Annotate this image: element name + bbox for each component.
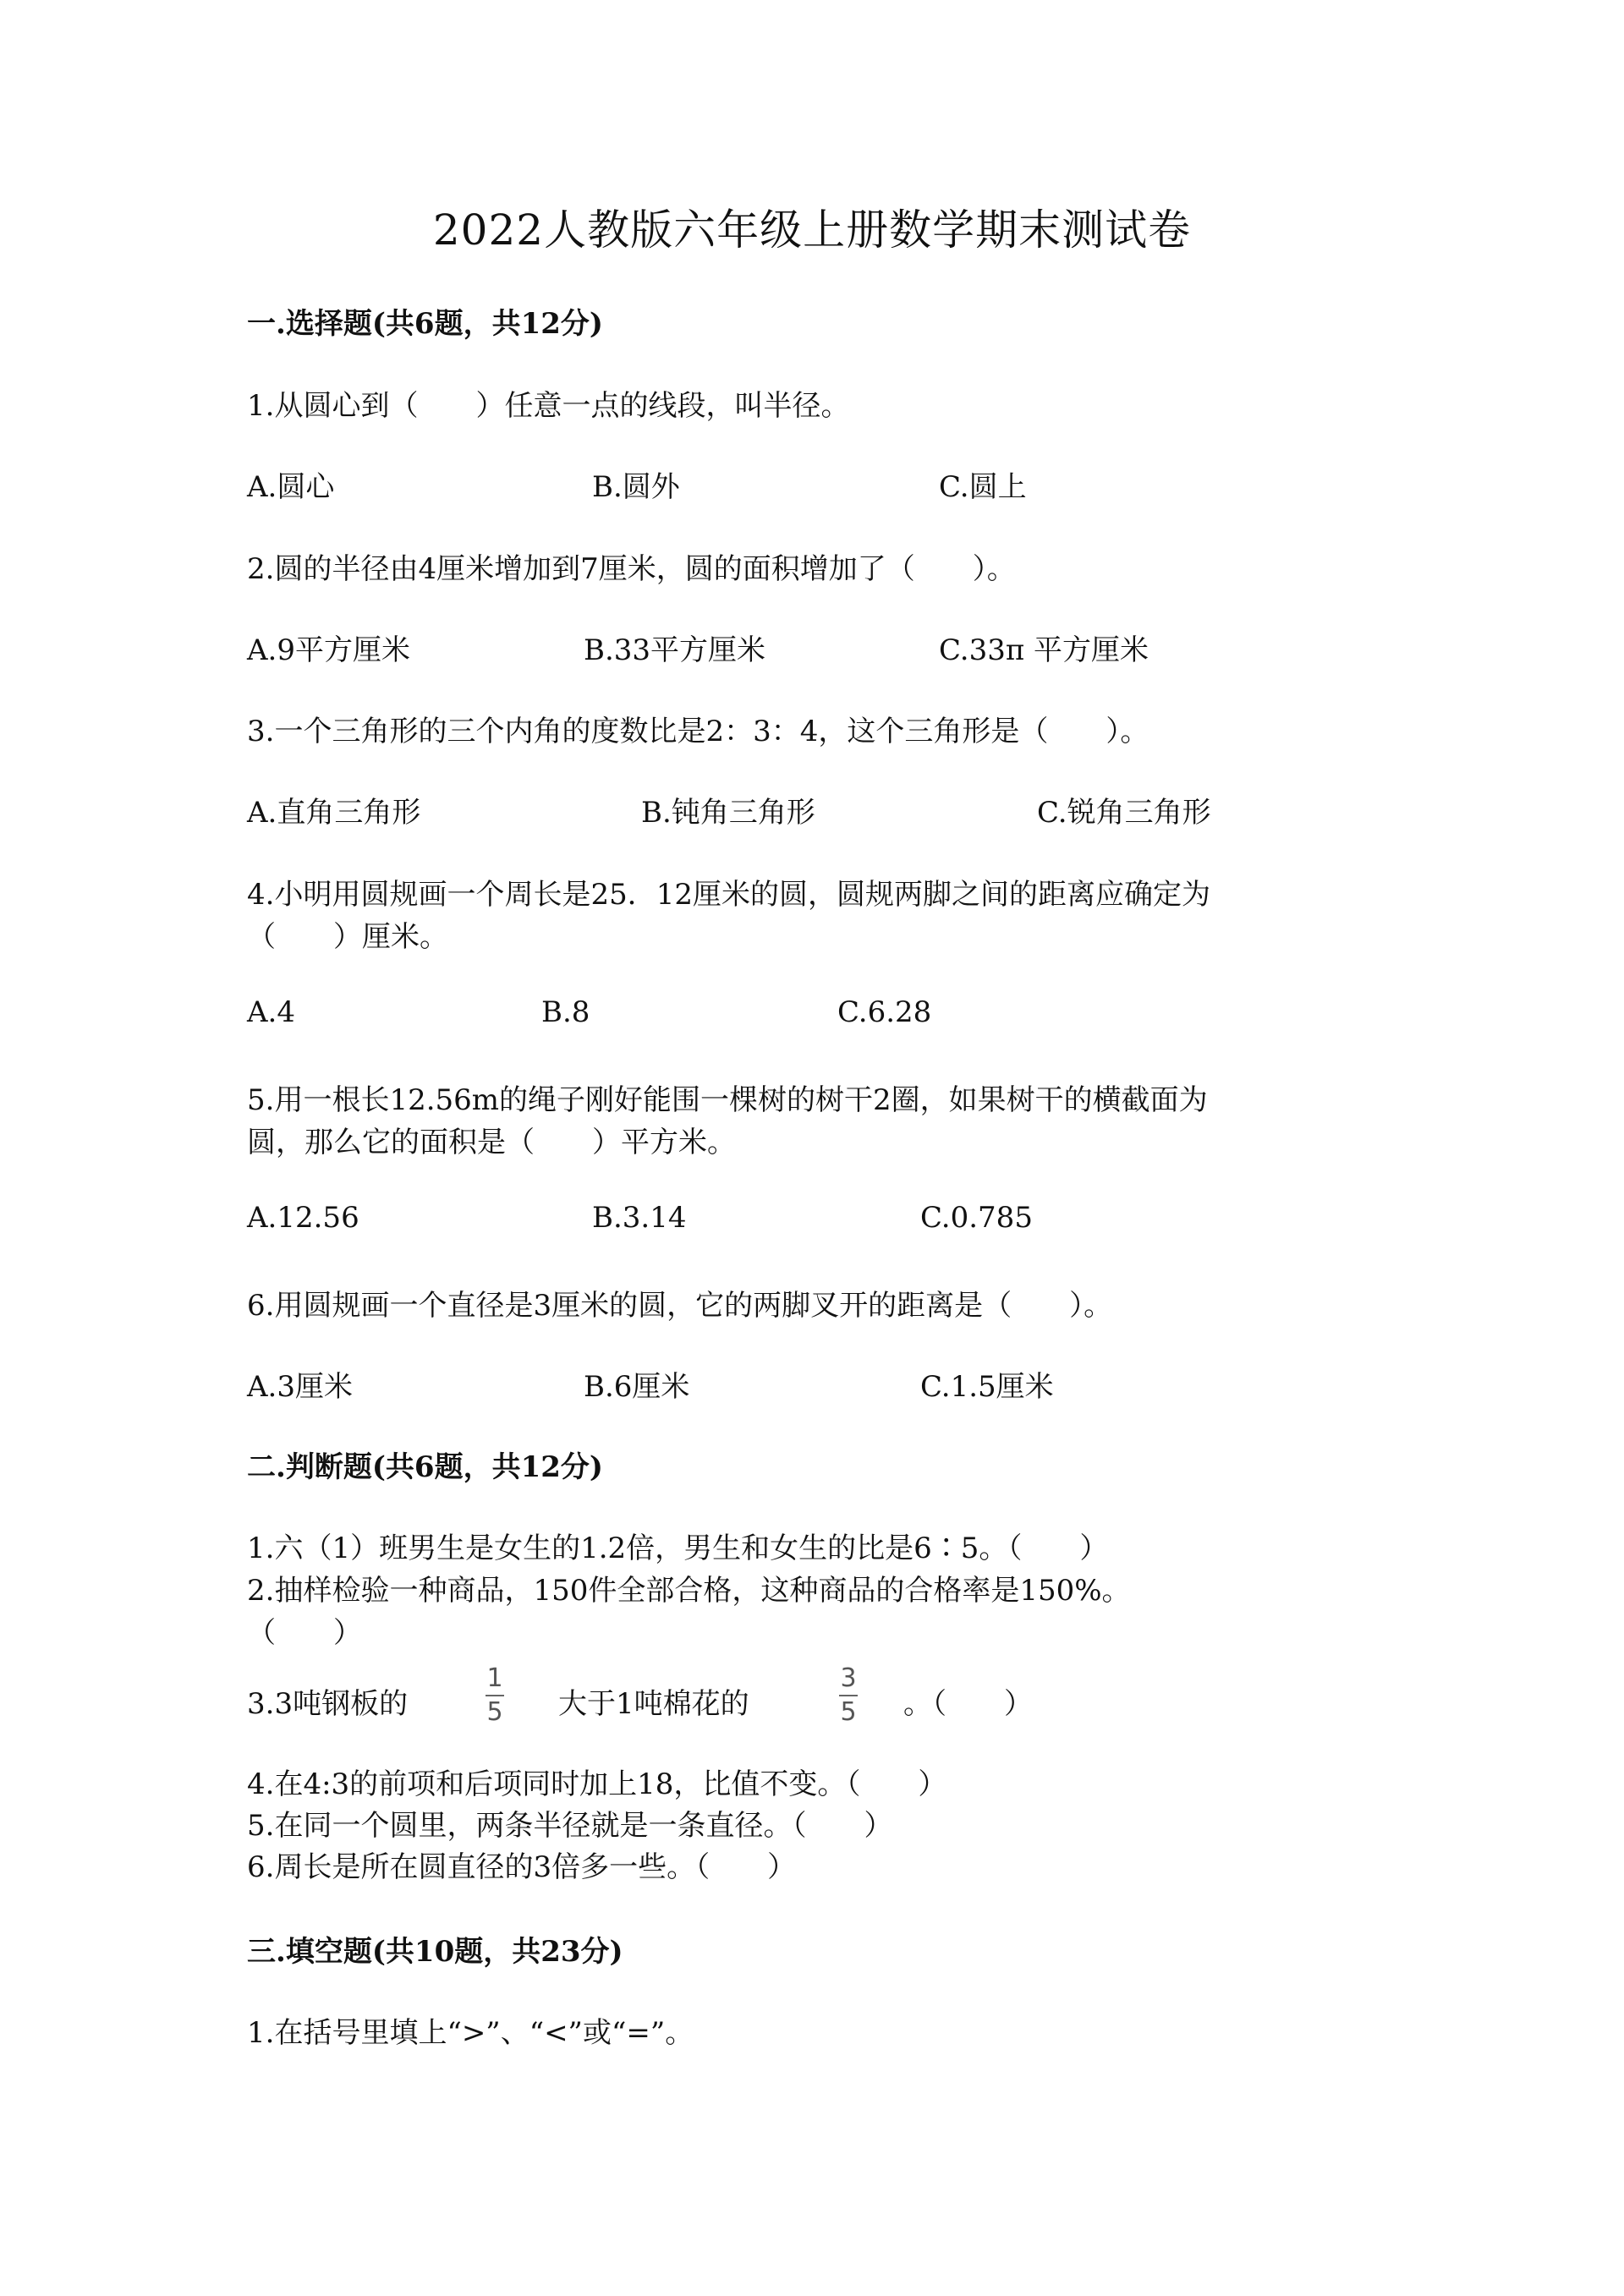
fill-in-item: 1.在括号里填上“>”、“<”或“=”。	[247, 2016, 694, 2050]
question-text-continued: （ ）厘米。	[247, 920, 448, 954]
judgment-item: 2.抽样检验一种商品，150件全部合格，这种商品的合格率是150%。	[247, 1574, 1131, 1608]
page-title: 2022人教版六年级上册数学期末测试卷	[432, 205, 1192, 255]
section-heading-fill-in: 三.填空题(共10题，共23分)	[247, 1935, 623, 1969]
judgment-item-part: 3.3吨钢板的	[247, 1687, 409, 1721]
judgment-item: 6.周长是所在圆直径的3倍多一些。（ ）	[247, 1850, 797, 1884]
option-b: B.33平方厘米	[584, 633, 766, 667]
judgment-item: 1.六（1）班男生是女生的1.2倍，男生和女生的比是6∶5。（ ）	[247, 1532, 1109, 1565]
option-b: B.8	[541, 995, 590, 1029]
option-b: B.圆外	[592, 470, 680, 504]
fraction-bar	[486, 1695, 504, 1696]
fraction	[839, 1663, 858, 1727]
question-text: 2.圆的半径由4厘米增加到7厘米，圆的面积增加了（ ）。	[247, 552, 1016, 586]
judgment-item-part: 。（ ）	[903, 1687, 1033, 1721]
judgment-item-part: 大于1吨棉花的	[558, 1687, 749, 1721]
option-c: C.33π 平方厘米	[939, 633, 1149, 667]
option-b: B.6厘米	[584, 1370, 690, 1404]
option-c: C.6.28	[837, 995, 932, 1029]
option-a: A.12.56	[247, 1201, 359, 1235]
option-a: A.4	[247, 995, 295, 1029]
option-a: A.9平方厘米	[247, 633, 410, 667]
fraction	[486, 1663, 504, 1727]
question-text: 4.小明用圆规画一个周长是25．12厘米的圆，圆规两脚之间的距离应确定为	[247, 878, 1210, 912]
fraction-bar	[839, 1695, 858, 1696]
fraction-denominator: 5	[486, 1697, 503, 1727]
fraction-numerator: 1	[486, 1663, 503, 1693]
judgment-item: 5.在同一个圆里，两条半径就是一条直径。（ ）	[247, 1809, 893, 1843]
option-c: C.1.5厘米	[920, 1370, 1054, 1404]
option-a: A.圆心	[247, 470, 335, 504]
judgment-item-continued: （ ）	[247, 1616, 362, 1650]
option-a: A.直角三角形	[247, 796, 421, 830]
option-b: B.3.14	[592, 1201, 687, 1235]
fraction-denominator: 5	[840, 1697, 857, 1727]
section-heading-judgment: 二.判断题(共6题，共12分)	[247, 1450, 603, 1484]
question-text: 6.用圆规画一个直径是3厘米的圆，它的两脚叉开的距离是（ ）。	[247, 1289, 1113, 1323]
fraction-numerator: 3	[840, 1663, 857, 1693]
option-c: C.0.785	[920, 1201, 1033, 1235]
question-text: 3.一个三角形的三个内角的度数比是2：3：4，这个三角形是（ ）。	[247, 715, 1149, 748]
section-heading-choice: 一.选择题(共6题，共12分)	[247, 307, 603, 341]
option-b: B.钝角三角形	[641, 796, 815, 830]
option-a: A.3厘米	[247, 1370, 353, 1404]
question-text-continued: 圆，那么它的面积是（ ）平方米。	[247, 1126, 736, 1159]
option-c: C.圆上	[939, 470, 1027, 504]
question-text: 5.用一根长12.56m的绳子刚好能围一棵树的树干2圈，如果树干的横截面为	[247, 1083, 1208, 1117]
judgment-item: 4.在4:3的前项和后项同时加上18，比值不变。（ ）	[247, 1767, 947, 1801]
option-c: C.锐角三角形	[1037, 796, 1211, 830]
question-text: 1.从圆心到（ ）任意一点的线段，叫半径。	[247, 389, 850, 423]
